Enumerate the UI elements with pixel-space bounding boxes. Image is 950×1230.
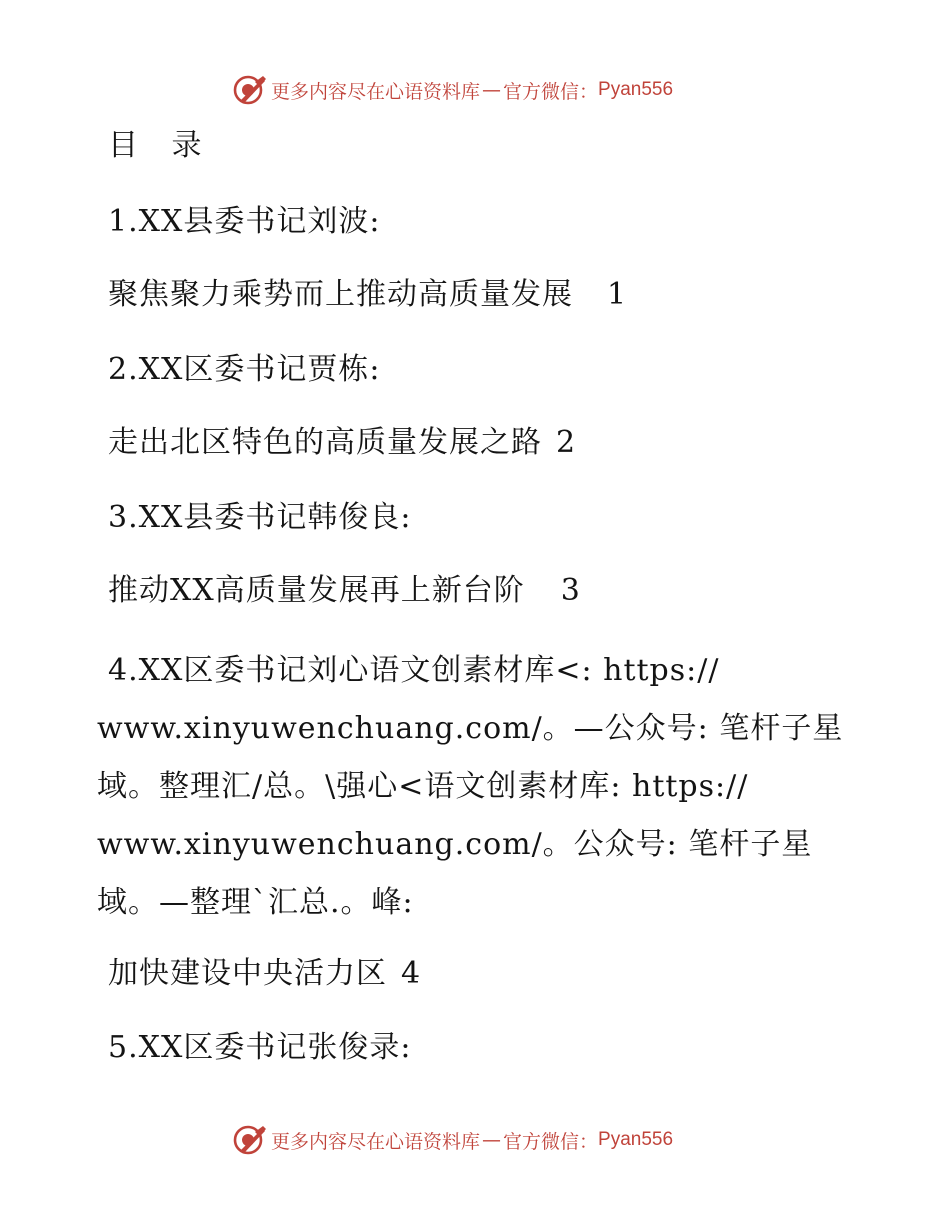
- watermark-label: 官方微信：: [503, 1130, 599, 1153]
- toc-entry-1-title: 聚焦聚力乘势而上推动高质量发展: [108, 277, 573, 312]
- toc-entry-2-page: 2: [556, 425, 577, 460]
- watermark-text: 更多内容尽在心语资料库: [271, 80, 481, 103]
- toc-entry-4-line-4: www.xinyuwenchuang.com/。公众号: 笔杆子星: [97, 827, 813, 862]
- toc-title: 目 录: [108, 128, 214, 163]
- toc-entry-5-heading: 5.XX区委书记张俊录:: [108, 1030, 412, 1065]
- toc-entry-2-heading: 2.XX区委书记贾栋:: [108, 352, 381, 387]
- toc-entry-4-title: 加快建设中央活力区: [108, 956, 387, 991]
- toc-entry-1-subtitle: [108, 275, 627, 315]
- toc-entry-4-line-1: 4.XX区委书记刘心语文创素材库<: https://: [108, 653, 720, 688]
- toc-entry-4-line-2: www.xinyuwenchuang.com/。—公众号: 笔杆子星: [97, 711, 844, 746]
- watermark-dash: —: [482, 79, 502, 101]
- toc-entry-4-line-3: 域。整理汇/总。\强心<语文创素材库: https://: [97, 769, 749, 804]
- toc-entry-4-heading: [97, 642, 844, 932]
- header-watermark: [233, 72, 673, 108]
- toc-entry-3-title: 推动XX高质量发展再上新台阶: [108, 573, 525, 608]
- toc-entry-3-page: 3: [560, 573, 581, 608]
- toc-entry-4-subtitle: [108, 954, 421, 994]
- toc-entry-2-subtitle: [108, 423, 576, 463]
- watermark-text: 更多内容尽在心语资料库: [271, 1130, 481, 1153]
- watermark-id: Pyan556: [598, 79, 674, 100]
- toc-entry-3-subtitle: [108, 571, 581, 611]
- watermark-dash: —: [482, 1129, 502, 1151]
- quill-logo-icon: [233, 73, 267, 107]
- toc-entry-2-title: 走出北区特色的高质量发展之路: [108, 425, 542, 460]
- watermark-id: Pyan556: [598, 1129, 674, 1150]
- quill-logo-icon: [233, 1123, 267, 1157]
- toc-entry-1-heading: 1.XX县委书记刘波:: [108, 204, 381, 239]
- footer-watermark: [233, 1122, 673, 1158]
- toc-entry-4-page: 4: [401, 956, 422, 991]
- toc-entry-4-line-5: 域。—整理`汇总.。峰:: [97, 885, 414, 920]
- watermark-label: 官方微信：: [503, 80, 599, 103]
- toc-entry-3-heading: 3.XX县委书记韩俊良:: [108, 500, 412, 535]
- toc-entry-1-page: 1: [607, 277, 628, 312]
